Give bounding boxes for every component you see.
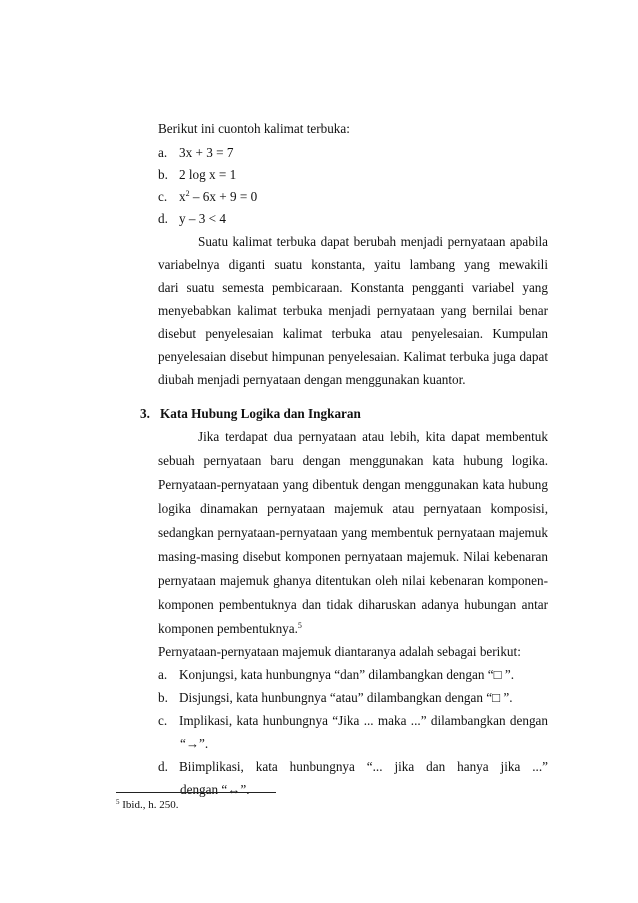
paragraph2-line: pernyataan majemuk ghanya ditentukan oleh nilai kebenaran komponen- <box>158 573 548 588</box>
example-label: d. <box>158 211 168 226</box>
footnote-divider <box>116 792 276 793</box>
paragraph2-line: Pernyataan-pernyataan yang dibentuk dengan menggunakan kata hubung <box>158 477 548 492</box>
list-item-d <box>158 758 548 775</box>
footnote <box>116 798 178 812</box>
example-label: b. <box>158 167 168 182</box>
section-number: 3. <box>140 406 150 421</box>
footnote-mark: 5 <box>116 798 120 806</box>
list-item-a <box>158 666 548 683</box>
list-item-c <box>158 712 548 729</box>
list-text: Implikasi, kata hunbungnya “Jika ... maka ...” dilambangkan dengan <box>179 713 548 728</box>
example-b <box>158 166 548 183</box>
footnote-text: Ibid., h. 250. <box>119 799 179 811</box>
list-item-b <box>158 689 548 706</box>
example-a <box>158 144 548 161</box>
example-formula: y – 3 < 4 <box>179 211 226 226</box>
paragraph1-line: dari suatu semesta pembicaraan. Konstanta pengganti variabel yang <box>158 280 548 295</box>
list-intro: Pernyataan-pernyataan majemuk diantaranya adalah sebagai berikut: <box>158 644 521 659</box>
paragraph2-line: logika dinamakan pernyataan majemuk atau pernyataan komposisi, <box>158 501 548 516</box>
paragraph2-last-text: komponen pembentuknya. <box>158 621 298 636</box>
paragraph1-line: variabelnya diganti suatu konstanta, yaitu lambang yang mewakili <box>158 257 548 272</box>
intro-text: Berikut ini cuontoh kalimat terbuka: <box>158 121 350 136</box>
example-c <box>158 188 548 205</box>
list-label: d. <box>158 759 168 774</box>
footnote-reference: 5 <box>297 621 302 630</box>
paragraph1-line: Suatu kalimat terbuka dapat berubah menjadi pernyataan apabila <box>198 234 548 249</box>
list-text: Disjungsi, kata hunbungnya “atau” dilambangkan dengan “□ ”. <box>179 690 513 705</box>
example-label: c. <box>158 189 168 204</box>
paragraph1-line: menyebabkan kalimat terbuka menjadi pernyataan yang bernilai benar <box>158 303 548 318</box>
section-heading <box>140 405 361 422</box>
example-d <box>158 210 548 227</box>
list-text: Biimplikasi, kata hunbungnya “... jika dan hanya jika ...” <box>179 759 548 774</box>
paragraph1-line: diubah menjadi pernyataan dengan menggunakan kuantor. <box>158 372 466 387</box>
example-formula-rest: – 6x + 9 = 0 <box>189 189 258 204</box>
example-formula-exponent: 2 <box>185 189 190 198</box>
list-label: b. <box>158 690 168 705</box>
paragraph2-line: komponen pembentuknya dan tidak diharuskan adanya hubungan antar <box>158 597 548 612</box>
list-text: Konjungsi, kata hunbungnya “dan” dilambangkan dengan “□ ”. <box>179 667 514 682</box>
paragraph2-line: Jika terdapat dua pernyataan atau lebih, kita dapat membentuk <box>198 429 548 444</box>
paragraph2-line: masing-masing disebut komponen pernyataan majemuk. Nilai kebenaran <box>158 549 548 564</box>
paragraph1-line: penyelesaian disebut himpunan penyelesaian. Kalimat terbuka juga dapat <box>158 349 548 364</box>
section-title: Kata Hubung Logika dan Ingkaran <box>160 406 361 421</box>
example-label: a. <box>158 145 168 160</box>
list-item-c-continuation: “→”. <box>180 736 209 751</box>
example-formula-base: x <box>179 189 186 204</box>
list-label: c. <box>158 713 168 728</box>
example-formula: 2 log x = 1 <box>179 167 237 182</box>
paragraph2-line: sedangkan pernyataan-pernyataan yang membentuk pernyataan majemuk <box>158 525 548 540</box>
example-formula: 3x + 3 = 7 <box>179 145 234 160</box>
paragraph1-line: disebut penyelesaian kalimat terbuka atau penyelesaian. Kumpulan <box>158 326 548 341</box>
list-item-d-continuation: dengan “↔”. <box>180 782 250 797</box>
paragraph2-line: sebuah pernyataan baru dengan menggunakan kata hubung logika. <box>158 453 548 468</box>
paragraph2-line <box>158 620 548 637</box>
list-label: a. <box>158 667 168 682</box>
